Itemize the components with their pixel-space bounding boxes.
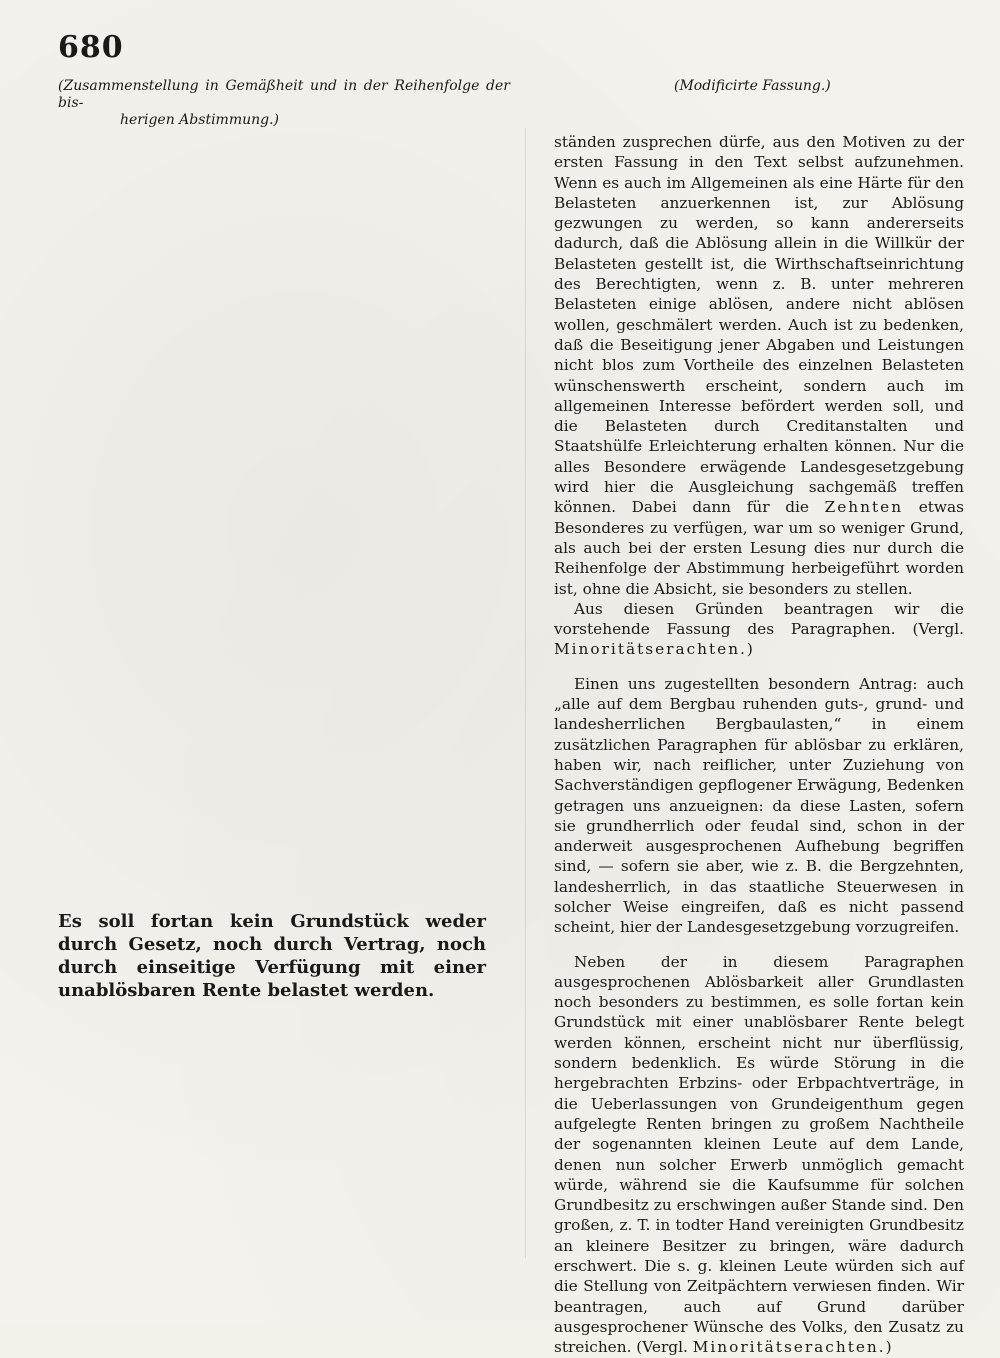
right-paragraph-4	[554, 952, 964, 1358]
column-divider	[525, 128, 526, 1258]
right-paragraph-3-text: Einen uns zugestellten besondern Antrag: auch „alle auf dem Bergbau ruhenden guts-, grund- und landesherrlichen Bergbaulasten,“ in einem zusätzlichen Paragraphen für ablösbar zu erklären, haben wir, nach reiflicher, unter Zuziehung von Sachverständigen gepflogener Erwägung, Bedenken getragen uns anzueignen: da diese Lasten, sofern sie grundherrlich oder feudal sind, schon in der anderweit ausgesprochenen Aufhebung begriffen sind, — sofern sie aber, wie z. B. die Bergzehnten, landesherrlich, in das staatliche Steuerwesen in solcher Weise eingreifen, daß es nicht passend scheint, hier der Landesgesetzgebung vorzugreifen.	[554, 674, 964, 937]
bleed-through-shadow-bottom	[58, 990, 488, 1290]
right-paragraph-2-spaced-word: Minoritätserachten.	[554, 640, 747, 659]
right-paragraph-4-tail: )	[885, 1338, 892, 1357]
right-paragraph-2-text: Aus diesen Gründen beantragen wir die vorstehende Fassung des Paragraphen. (Vergl.	[554, 599, 964, 639]
left-header-line-2: herigen Abstimmung.)	[120, 112, 280, 128]
right-paragraph-4-spaced-word: Minoritätserachten.	[692, 1338, 886, 1357]
right-paragraph-4-text: Neben der in diesem Paragraphen ausgesprochenen Ablösbarkeit aller Grundlasten noch besonders zu bestimmen, es solle fortan kein Grundstück mit einer unablösbarer Rente belegt werden können, erscheint nicht nur überflüssig, sondern bedenklich. Es würde Störung in die hergebrachten Erbzins- oder Erbpachtverträge, in die Ueberlassungen von Grundeigenthum gegen aufgelegte Renten bringen zu großem Nachtheile der sogenannten kleinen Leute auf dem Lande, denen nun solcher Erwerb unmöglich gemacht würde, während sie die Kaufsumme für solchen Grundbesitz zu erschwingen außer Stande sind. Den großen, z. T. in todter Hand vereinigten Grundbesitz an kleinere Besitzer zu bringen, wäre dadurch erschwert. Die s. g. kleinen Leute würden sich auf die Stellung von Zeitpächtern verwiesen finden. Wir beantragen, auch auf Grund darüber ausgesprochener Wünsche des Volks, den Zusatz zu streichen. (Vergl.	[554, 952, 964, 1357]
left-paragraph-text: Es soll fortan kein Grundstück weder durch Gesetz, noch durch Vertrag, noch durch einseitige Verfügung mit einer unablösbaren Rente belastet werden.	[58, 911, 486, 1001]
right-column-header: (Modificirte Fassung.)	[674, 78, 831, 94]
bleed-through-shadow	[58, 120, 488, 900]
left-column-paragraph	[58, 910, 486, 1002]
right-paragraph-2	[554, 599, 964, 660]
page-number: 680	[58, 30, 124, 65]
left-header-line-1: (Zusammenstellung in Gemäßheit und in der Reihenfolge der bis-	[58, 78, 510, 111]
right-paragraph-1-text: ständen zusprechen dürfe, aus den Motiven zu der ersten Fassung in den Text selbst aufzunehmen. Wenn es auch im Allgemeinen als eine Härte für den Belasteten anzuerkennen ist, zur Ablösung gezwungen zu werden, so kann andererseits dadurch, daß die Ablösung allein in die Willkür der Belasteten gestellt ist, die Wirthschaftseinrichtung des Berechtigten, wenn z. B. unter mehreren Belasteten einige ablösen, andere nicht ablösen wollen, geschmälert werden. Auch ist zu bedenken, daß die Beseitigung jener Abgaben und Leistungen nicht blos zum Vortheile des einzelnen Belasteten wünschenswerth erscheint, sondern auch im allgemeinen Interesse befördert werden soll, und die Belasteten durch Creditanstalten und Staatshülfe Erleichterung erhalten können. Nur die alles Besondere erwägende Landesgesetzgebung wird hier die Ausgleichung sachgemäß treffen können. Dabei dann für die	[554, 133, 964, 517]
right-column-text	[554, 132, 964, 1358]
right-paragraph-2-tail: )	[746, 640, 753, 659]
right-paragraph-1-tail: etwas Besonderes zu verfügen, war um so weniger Grund, als auch bei der ersten Lesung dies nur durch die Reihenfolge der Abstimmung herbeigeführt worden ist, ohne die Absicht, sie besonders zu stellen.	[554, 498, 964, 598]
paragraph-gap	[554, 938, 964, 952]
right-paragraph-3	[554, 674, 964, 938]
right-paragraph-1-spaced-word: Zehnten	[824, 498, 904, 517]
paragraph-gap	[554, 660, 964, 674]
right-paragraph-1	[554, 132, 964, 599]
